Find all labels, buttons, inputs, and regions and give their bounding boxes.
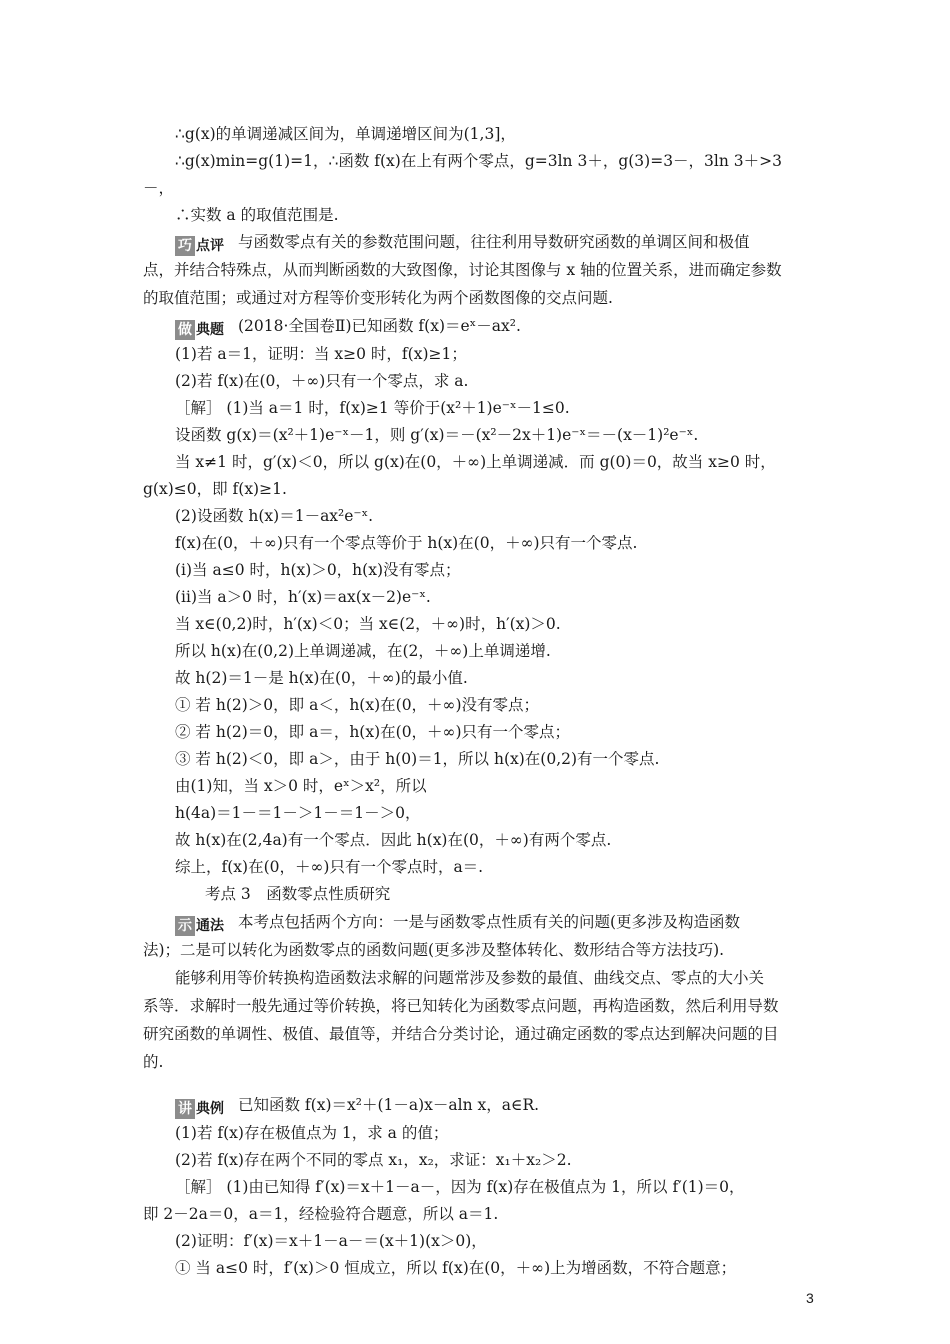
text-line	[143, 996, 779, 1016]
text-line	[175, 398, 570, 418]
text-line	[175, 1231, 487, 1251]
line-text: (ⅱ)当 a＞0 时，h′(x)＝ax(x－2)e⁻ˣ.	[175, 588, 431, 606]
line-text: ∴g(x)的单调递减区间为，单调递增区间为(1,3]，	[175, 125, 516, 143]
text-line	[175, 1123, 448, 1143]
badge-square: 讲	[175, 1099, 195, 1119]
line-text: ［解］ (1)当 a＝1 时，f(x)≥1 等价于(x²＋1)e⁻ˣ－1≤0.	[175, 399, 570, 417]
section-badge	[175, 916, 238, 936]
line-text: 所以 h(x)在(0,2)上单调递减，在(2，＋∞)上单调递增.	[175, 642, 551, 660]
badge-square: 巧	[175, 236, 195, 256]
text-line	[175, 776, 427, 796]
line-text: (2)若 f(x)在(0，＋∞)只有一个零点，求 a.	[175, 372, 469, 390]
line-text: 点，并结合特殊点，从而判断函数的大致图像，讨论其图像与 x 轴的位置关系，进而确定参数	[143, 261, 782, 279]
text-line	[175, 830, 611, 850]
text-line	[175, 749, 659, 769]
line-text: 的.	[143, 1053, 164, 1071]
section-badge	[175, 236, 238, 256]
text-line	[143, 1052, 163, 1072]
section-badge	[175, 1099, 238, 1119]
line-text: f(x)在(0，＋∞)只有一个零点等价于 h(x)在(0，＋∞)只有一个零点.	[175, 534, 638, 552]
text-line	[175, 668, 468, 688]
line-text: 当 x≠1 时，g′(x)＜0，所以 g(x)在(0，＋∞)上单调递减．而 g(0)＝0，故当 x≥0 时，	[175, 453, 776, 471]
section-label-line	[175, 316, 521, 340]
text-line	[175, 587, 431, 607]
text-line	[143, 260, 782, 280]
line-text: ① 若 h(2)＞0，即 a＜，h(x)在(0，＋∞)没有零点；	[175, 696, 540, 714]
line-text: 与函数零点有关的参数范围问题，往往利用导数研究函数的单调区间和极值	[238, 233, 750, 251]
page-number: 3	[806, 1290, 814, 1306]
text-line	[175, 722, 570, 742]
line-text: ③ 若 h(2)＜0，即 a＞，由于 h(0)＝1，所以 h(x)在(0,2)有一个零点.	[175, 750, 660, 768]
text-line	[175, 641, 551, 661]
line-text: 的取值范围；或通过对方程等价变形转化为两个函数图像的交点问题.	[143, 289, 613, 307]
line-text: (2)若 f(x)存在两个不同的零点 x₁，x₂，求证：x₁＋x₂＞2.	[175, 1151, 572, 1169]
line-text: (2)设函数 h(x)＝1－ax²e⁻ˣ.	[175, 507, 374, 525]
line-text: ② 若 h(2)＝0，即 a＝，h(x)在(0，＋∞)只有一个零点；	[175, 723, 571, 741]
line-text: ∴实数 a 的取值范围是.	[175, 206, 339, 224]
line-text: (2018·全国卷Ⅱ)已知函数 f(x)＝eˣ－ax².	[238, 317, 521, 335]
badge-title: 通法	[196, 918, 224, 934]
badge-title: 点评	[196, 238, 224, 254]
text-line	[175, 1258, 736, 1278]
line-text: 综上，f(x)在(0，＋∞)只有一个零点时，a＝.	[175, 858, 484, 876]
text-line	[205, 884, 390, 904]
text-line	[143, 178, 174, 198]
line-text: 由(1)知，当 x＞0 时，eˣ＞x²，所以	[175, 777, 427, 795]
text-line	[175, 151, 782, 171]
line-text: 已知函数 f(x)＝x²＋(1－a)x－aln x，a∈R.	[238, 1096, 540, 1114]
line-text: 考点 3 函数零点性质研究	[205, 885, 391, 903]
text-line	[175, 614, 561, 634]
text-line	[175, 695, 539, 715]
line-text: 故 h(x)在(2,4a)有一个零点．因此 h(x)在(0，＋∞)有两个零点.	[175, 831, 612, 849]
line-text: ［解］ (1)由已知得 f′(x)＝x＋1－a－，因为 f(x)存在极值点为 1，所以 f′(1)＝0，	[175, 1178, 745, 1196]
text-line	[175, 425, 698, 445]
badge-square: 做	[175, 320, 195, 340]
text-line	[175, 452, 776, 472]
text-line	[175, 533, 637, 553]
section-label-line	[175, 232, 750, 256]
line-text: 法)；二是可以转化为函数零点的函数问题(更多涉及整体转化、数形结合等方法技巧).	[143, 941, 725, 959]
text-line	[175, 506, 373, 526]
section-label-line	[175, 912, 740, 936]
text-line	[175, 803, 421, 823]
line-text: 当 x∈(0,2)时，h′(x)＜0；当 x∈(2，＋∞)时，h′(x)＞0.	[175, 615, 561, 633]
line-text: 即 2－2a＝0，a＝1，经检验符合题意，所以 a＝1.	[143, 1205, 499, 1223]
line-text: ∴g(x)min=g(1)=1，∴函数 f(x)在上有两个零点，g=3ln 3＋，g(3)=3－，3ln 3＋>3	[175, 152, 782, 170]
line-text: (ⅰ)当 a≤0 时，h(x)＞0，h(x)没有零点；	[175, 561, 461, 579]
text-line	[143, 479, 287, 499]
section-badge	[175, 320, 238, 340]
text-line	[175, 371, 468, 391]
badge-title: 典题	[196, 322, 224, 338]
line-text: (2)证明：f′(x)＝x＋1－a－＝(x＋1)(x＞0)，	[175, 1232, 487, 1250]
line-text: h(4a)＝1－＝1－＞1－＝1－＞0，	[175, 804, 421, 822]
line-text: (1)若 f(x)存在极值点为 1，求 a 的值；	[175, 1124, 449, 1142]
line-text: 能够利用等价转换构造函数法求解的问题常涉及参数的最值、曲线交点、零点的大小关	[175, 969, 765, 987]
text-line	[175, 1150, 572, 1170]
text-line	[175, 1177, 745, 1197]
text-line	[175, 857, 483, 877]
section-label-line	[175, 1095, 539, 1119]
text-line	[143, 1024, 779, 1044]
line-text: －，	[143, 179, 175, 197]
text-line	[143, 940, 724, 960]
text-line	[175, 344, 467, 364]
badge-square: 示	[175, 916, 195, 936]
line-text: 故 h(2)＝1－是 h(x)在(0，＋∞)的最小值.	[175, 669, 468, 687]
line-text: (1)若 a＝1，证明：当 x≥0 时，f(x)≥1；	[175, 345, 467, 363]
line-text: ① 当 a≤0 时，f′(x)＞0 恒成立，所以 f(x)在(0，＋∞)上为增函数，不符合题意；	[175, 1259, 737, 1277]
text-line	[175, 560, 461, 580]
text-line	[175, 968, 764, 988]
text-line	[175, 205, 339, 225]
text-line	[143, 288, 613, 308]
text-line	[175, 124, 516, 144]
badge-title: 典例	[196, 1101, 224, 1117]
line-text: 本考点包括两个方向：一是与函数零点性质有关的问题(更多涉及构造函数	[238, 913, 741, 931]
line-text: 研究函数的单调性、极值、最值等，并结合分类讨论，通过确定函数的零点达到解决问题的目	[143, 1025, 779, 1043]
line-text: g(x)≤0，即 f(x)≥1.	[143, 480, 287, 498]
text-line	[143, 1204, 498, 1224]
line-text: 系等．求解时一般先通过等价转换，将已知转化为函数零点问题，再构造函数，然后利用导数	[143, 997, 779, 1015]
line-text: 设函数 g(x)＝(x²＋1)e⁻ˣ－1，则 g′(x)＝－(x²－2x＋1)e⁻ˣ＝－(x－1)²e⁻ˣ.	[175, 426, 699, 444]
